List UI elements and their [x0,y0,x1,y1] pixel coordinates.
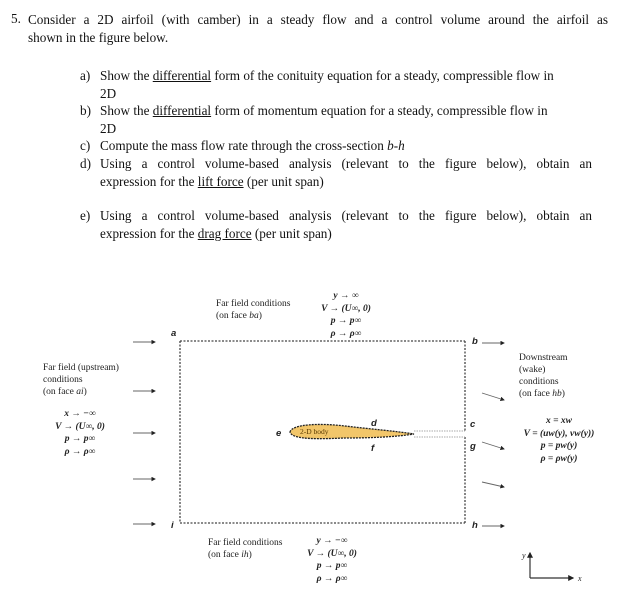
part-text: Show the [100,68,153,83]
point-e: e [276,428,282,439]
eq-line: x → −∞ [64,409,96,419]
top-conditions-label [216,298,290,322]
y-axis-label: y [522,551,526,560]
part-label: c) [80,138,91,153]
eq-line: y → ∞ [333,291,359,301]
eq-line: p → p∞ [316,561,348,571]
downstream-conditions-equations [500,415,618,465]
part-text-line2: 2D [100,85,117,101]
eq-line: V → (U∞, 0) [55,421,105,432]
label-line: (on face ih) [208,550,252,560]
eq-line: p = pw(y) [540,441,578,451]
part-label: a) [80,68,91,83]
eq-line: V → (U∞, 0) [321,303,371,314]
label-line: Downstream [519,353,568,363]
eq-line: ρ → ρ∞ [316,573,348,584]
eq-line: ρ → ρ∞ [330,328,362,339]
label-line: (on face ba) [216,311,262,321]
eq-line: x = xw [546,416,572,426]
emphasis: b-h [387,138,405,153]
downstream-conditions-label [519,352,568,400]
label-line: conditions [43,375,83,385]
part-label: b) [80,103,91,118]
part-text: Using a control volume-based analysis (relevant to the figure below), obtain an [100,208,592,223]
point-b: b [472,336,478,347]
eq-line: ρ = ρw(y) [540,453,578,464]
label-line: (on face hb) [519,389,565,399]
label-line: (wake) [519,365,546,375]
point-c: c [470,419,476,430]
top-conditions-equations [306,290,386,340]
part-text: Using a control volume-based analysis (relevant to the figure below), obtain an [100,156,592,171]
eq-line: V = (uw(y), vw(y)) [523,428,595,439]
eq-line: p → p∞ [330,316,362,326]
part-text: expression for the [100,225,198,241]
upstream-conditions-equations [40,408,120,458]
intro-line-1: Consider a 2D airfoil (with camber) in a steady flow and a control volume around the airfoil as [28,12,608,27]
upstream-arrows [133,342,155,524]
bottom-conditions-equations [292,535,372,585]
label-line: Far field (upstream) [43,363,119,373]
eq-line: V → (U∞, 0) [307,548,357,559]
point-f: f [371,443,375,454]
emphasis: differential [152,68,212,83]
label-line: conditions [519,377,559,387]
eq-line: y → −∞ [316,536,348,546]
eq-line: ρ → ρ∞ [64,446,96,457]
point-g: g [470,441,476,452]
part-text: (per unit span) [243,173,324,189]
emphasis: differential [152,103,212,118]
point-d: d [371,418,377,429]
label-line: (on face ai) [43,387,87,397]
xy-axes [530,553,573,578]
part-text: Show the [100,103,153,118]
question-number: 5. [11,11,21,26]
emphasis: drag force [197,225,252,241]
point-a: a [171,328,177,339]
label-line: Far field conditions [216,299,291,309]
part-label: d) [80,156,91,171]
emphasis: lift force [197,173,244,189]
part-text: form of the conituity equation for a steady, compressible flow in [211,68,554,83]
body-label: 2-D body [300,427,329,436]
part-label: e) [80,208,91,223]
part-text-line2: 2D [100,120,117,136]
eq-line: p → p∞ [64,434,96,444]
point-i: i [171,520,174,531]
bottom-conditions-label [208,537,282,561]
part-text: Compute the mass flow rate through the cross-section [100,138,388,153]
part-text: (per unit span) [251,225,332,241]
point-h: h [472,520,478,531]
part-text: expression for the [100,173,198,189]
intro-line-2: shown in the figure below. [28,29,169,45]
part-text: form of momentum equation for a steady, compressible flow in [211,103,548,118]
upstream-conditions-label [43,362,119,398]
x-axis-label: x [578,574,582,583]
label-line: Far field conditions [208,538,283,548]
wake-cut [414,431,465,437]
